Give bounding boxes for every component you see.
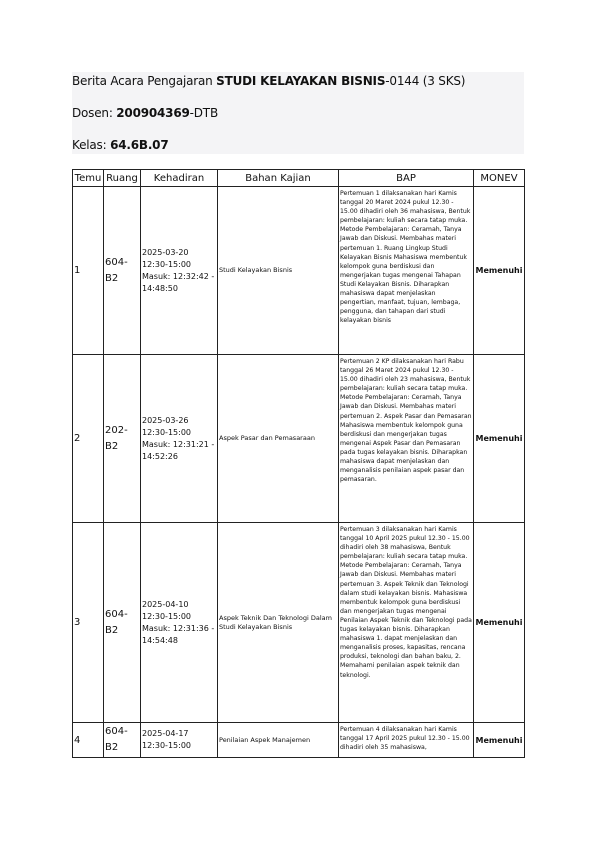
cell-bahan-kajian: Aspek Pasar dan Pemasaraan: [218, 355, 339, 523]
table-row: [73, 355, 525, 523]
cell-monev: Memenuhi: [474, 523, 525, 723]
kehadiran-schedule: 2025-03-26 12:30-15:00: [142, 415, 191, 437]
kelas-line: [72, 138, 168, 152]
kehadiran-schedule: 2025-04-17 12:30-15:00: [142, 729, 191, 750]
title-prefix: Berita Acara Pengajaran: [72, 74, 217, 88]
cell-bap: Pertemuan 3 dilaksanakan hari Kamis tanggal 10 April 2025 pukul 12.30 - 15.00 dihadiri oleh 38 mahasiswa, Bentuk pembelajaran: kuliah secara tatap muka. Metode Pembelajaran: Ceramah, Tanya Jawab dan Diskusi. Membahas materi pertemuan 3. Aspek Teknik dan Teknologi dalam studi kelayakan bisnis. Mahasiswa membentuk kelompok guna berdiskusi dan mengerjakan tugas mengenai Penilaian Aspek Teknik dan Teknologi pada tugas kelayakan bisnis. Diharapkan mahasiswa 1. dapat menjelaskan dan menganalisis proses, kapasitas, rencana produksi, teknologi dan bahan baku, 2. Memahami penilaian aspek teknik dan teknologi.: [339, 523, 474, 723]
table-row: [73, 523, 525, 723]
cell-bap: Pertemuan 4 dilaksanakan hari Kamis tanggal 17 April 2025 pukul 12.30 - 15.00 dihadiri oleh 35 mahasiswa,: [339, 723, 474, 758]
cell-bahan-kajian: Penilaian Aspek Manajemen: [218, 723, 339, 758]
col-header-ruang: Ruang: [104, 170, 141, 187]
table-header-row: [73, 170, 525, 187]
cell-kehadiran: [141, 187, 218, 355]
kehadiran-masuk: Masuk: 12:31:36 - 14:54:48: [142, 623, 215, 645]
cell-temu: 2: [73, 355, 104, 523]
cell-bahan-kajian: Studi Kelayakan Bisnis: [218, 187, 339, 355]
col-header-kehadiran: Kehadiran: [141, 170, 218, 187]
cell-monev: Memenuhi: [474, 723, 525, 758]
cell-temu: 1: [73, 187, 104, 355]
kehadiran-schedule: 2025-03-20 12:30-15:00: [142, 247, 191, 269]
cell-kehadiran: [141, 355, 218, 523]
dosen-suffix: -DTB: [189, 106, 218, 120]
kehadiran-masuk: Masuk: 12:31:21 - 14:52:26: [142, 439, 215, 461]
cell-kehadiran: [141, 523, 218, 723]
course-code: -0144 (3 SKS): [385, 74, 466, 88]
cell-bap: Pertemuan 2 KP dilaksanakan hari Rabu tanggal 26 Maret 2024 pukul 12.30 - 15.00 dihadiri oleh 23 mahasiswa, Bentuk pembelajaran: kuliah secara tatap muka. Metode Pembelajaran: Ceramah, Tanya Jawab dan Diskusi. Membahas materi pertemuan 2. Aspek Pasar dan Pemasaran Mahasiswa membentuk kelompok guna berdiskusi dan mengerjakan tugas mengenai Aspek Pasar dan Pemasaran pada tugas kelayakan bisnis. Diharapkan mahasiswa dapat menjelaskan dan menganalisis penilaian aspek pasar dan pemasaran.: [339, 355, 474, 523]
kelas-label: Kelas:: [72, 138, 111, 152]
course-name: STUDI KELAYAKAN BISNIS: [216, 74, 386, 88]
cell-ruang: 604-B2: [104, 187, 141, 355]
cell-monev: Memenuhi: [474, 355, 525, 523]
table-row: [73, 187, 525, 355]
attendance-table: [72, 169, 525, 758]
dosen-id: 200904369: [116, 106, 190, 120]
kelas-value: 64.6B.07: [110, 138, 169, 152]
col-header-bahan-kajian: Bahan Kajian: [218, 170, 339, 187]
dosen-line: [72, 106, 218, 120]
col-header-temu: Temu: [73, 170, 104, 187]
cell-ruang: 604-B2: [104, 523, 141, 723]
table-row: [73, 723, 525, 758]
cell-temu: 3: [73, 523, 104, 723]
cell-kehadiran: [141, 723, 218, 758]
cell-ruang: 604-B2: [104, 723, 141, 758]
cell-bap: Pertemuan 1 dilaksanakan hari Kamis tanggal 20 Maret 2024 pukul 12.30 - 15.00 dihadiri oleh 36 mahasiswa, Bentuk pembelajaran: kuliah secara tatap muka. Metode Pembelajaran: Ceramah, Tanya Jawab dan Diskusi. Membahas materi pertemuan 1. Ruang Lingkup Studi Kelayakan Bisnis Mahasiswa membentuk kelompok guna berdiskusi dan mengerjakan tugas mengenai Tahapan Studi Kelayakan Bisnis. Diharapkan mahasiswa dapat menjelaskan pengertian, manfaat, tujuan, lembaga, pengguna, dan tahapan dari studi kelayakan bisnis: [339, 187, 474, 355]
dosen-label: Dosen:: [72, 106, 117, 120]
col-header-bap: BAP: [339, 170, 474, 187]
kehadiran-schedule: 2025-04-10 12:30-15:00: [142, 599, 191, 621]
cell-monev: Memenuhi: [474, 187, 525, 355]
report-header: [72, 72, 524, 154]
col-header-monev: MONEV: [474, 170, 525, 187]
cell-bahan-kajian: Aspek Teknik Dan Teknologi Dalam Studi Kelayakan Bisnis: [218, 523, 339, 723]
report-title-line: [72, 74, 465, 88]
cell-ruang: 202-B2: [104, 355, 141, 523]
kehadiran-masuk: Masuk: 12:32:42 - 14:48:50: [142, 271, 215, 293]
cell-temu: 4: [73, 723, 104, 758]
